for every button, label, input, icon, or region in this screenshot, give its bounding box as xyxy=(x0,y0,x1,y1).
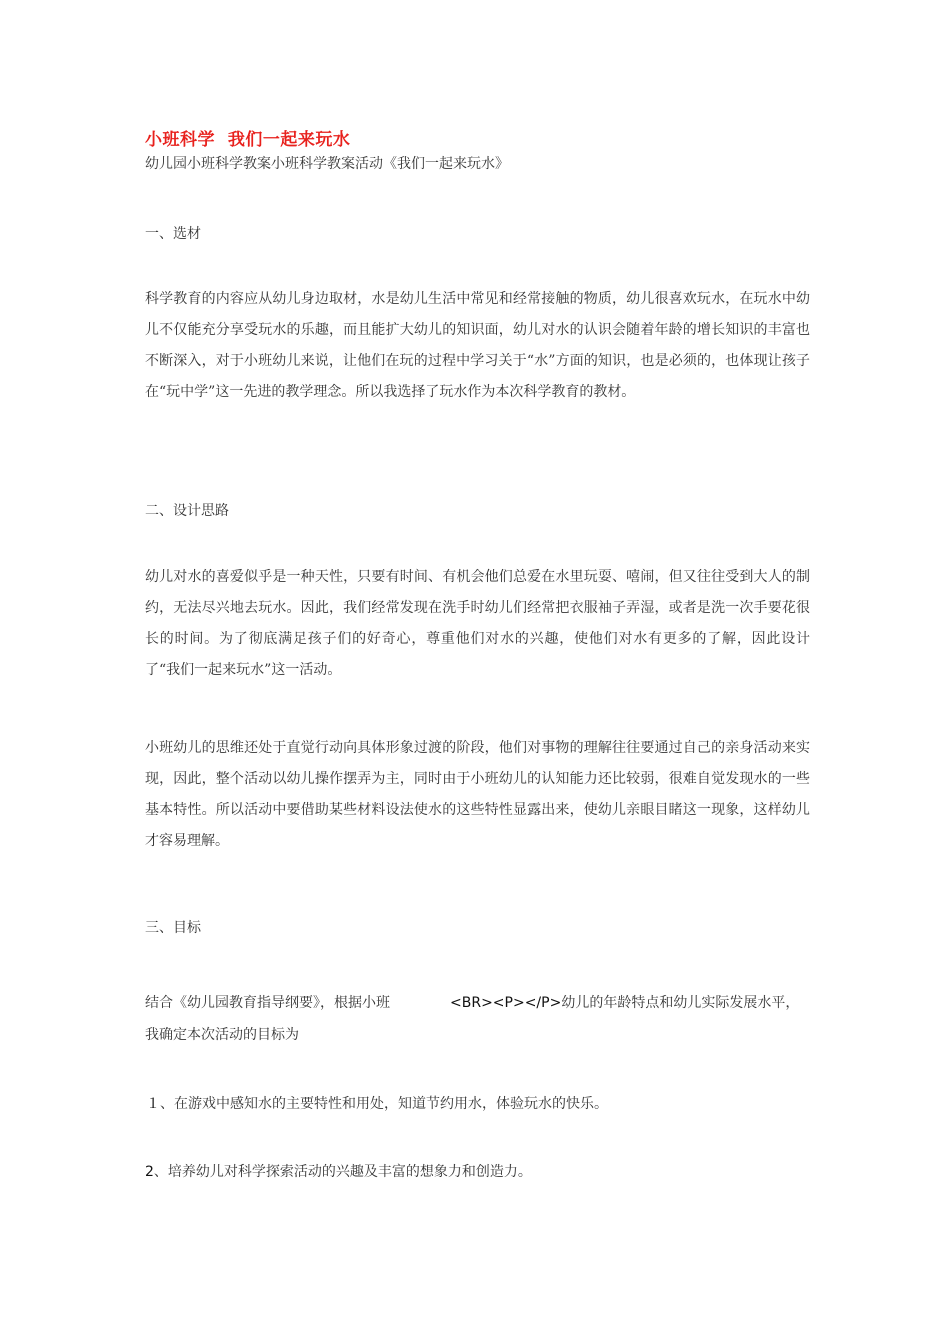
section-heading-design: 二、设计思路 xyxy=(145,503,229,519)
paragraph-design-2: 小班幼儿的思维还处于直觉行动向具体形象过渡的阶段，他们对事物的理解往往要通过自己的亲身活动来实现，因此，整个活动以幼儿操作摆弄为主，同时由于小班幼儿的认知能力还比较弱，很难自觉发现水的一些基本特性。所以活动中要借助某些材料设法使水的这些特性显露出来，使幼儿亲眼目睹这一现象，这样幼儿才容易理解。 xyxy=(145,740,810,849)
goal-item-1-text: 、在游戏中感知水的主要特性和用处，知道节约用水，体验玩水的快乐。 xyxy=(160,1096,608,1112)
goals-intro xyxy=(145,987,810,1051)
paragraph-design-1: 幼儿对水的喜爱似乎是一种天性，只要有时间、有机会他们总爱在水里玩耍、嘻闹，但又往往受到大人的制约，无法尽兴地去玩水。因此，我们经常发现在洗手时幼儿们经常把衣服袖子弄湿，或者是洗一次手要花很长的时间。为了彻底满足孩子们的好奇心，尊重他们对水的兴趣，使他们对水有更多的了解，因此设计了“我们一起来玩水”这一活动。 xyxy=(145,569,810,678)
goal-item-2-text: 、培养幼儿对科学探索活动的兴趣及丰富的想象力和创造力。 xyxy=(153,1164,532,1180)
goals-intro-tag: <BR><P></P> xyxy=(450,995,562,1011)
goals-intro-after: 幼儿的年龄特点和幼儿实际发展水平，我确定本次活动的目标为 xyxy=(145,995,800,1043)
goal-item-1-number: １ xyxy=(146,1096,160,1112)
goal-item-2-number: 2 xyxy=(145,1164,154,1180)
section-heading-goals: 三、目标 xyxy=(145,920,201,936)
goals-intro-before: 结合《幼儿园教育指导纲要》，根据小班 xyxy=(145,995,390,1011)
paragraph-materials: 科学教育的内容应从幼儿身边取材，水是幼儿生活中常见和经常接触的物质，幼儿很喜欢玩水，在玩水中幼儿不仅能充分享受玩水的乐趣，而且能扩大幼儿的知识面，幼儿对水的认识会随着年龄的增长知识的丰富也不断深入，对于小班幼儿来说，让他们在玩的过程中学习关于“水”方面的知识，也是必须的，也体现让孩子在“玩中学”这一先进的教学理念。所以我选择了玩水作为本次科学教育的教材。 xyxy=(145,291,810,400)
document-title: 小班科学 我们一起来玩水 xyxy=(145,130,351,150)
goal-item-2 xyxy=(145,1161,532,1181)
document-subtitle: 幼儿园小班科学教案小班科学教案活动《我们一起来玩水》 xyxy=(145,156,509,172)
goal-item-1 xyxy=(146,1093,608,1113)
section-heading-materials: 一、选材 xyxy=(145,226,201,242)
